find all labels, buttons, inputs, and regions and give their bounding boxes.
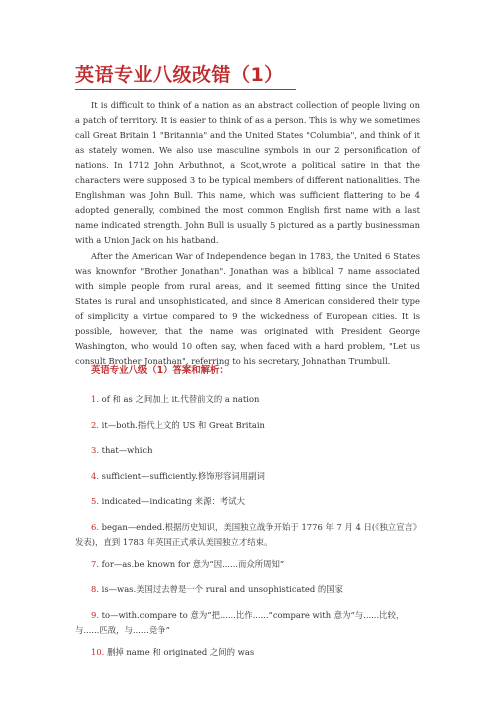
passage-paragraph-1: It is difficult to think of a nation as an abstract collection of people living on a patch of territory. It is easier to think of as a person. This is why we sometimes call Great Britain 1 "Britannia" and the United States "Columbia", and think of it as stately women. We also use masculine symbols in our 2 personification of nations. In 1712 John Arbuthnot, a Scot,wrote a political satire in that the characters were supposed 3 to be typical members of different nationalities. The Englishman was John Bull. This name, which was sufficient flattering to be 4 adopted generally, combined the most common English first name with a last name indicated strength. John Bull is usually 5 pictured as a partly businessman with a Union Jack on his hatband. <box>75 100 420 245</box>
answer-item <box>75 520 420 551</box>
answer-item <box>75 645 420 660</box>
document-title: 英语专业八级改错（1） <box>75 60 296 90</box>
answer-text: to—with.compare to 意为“把......比作......”compare with 意为“与......比较，与......匹敌，与......竞争” <box>75 609 405 635</box>
answer-number: 7. <box>91 558 99 569</box>
answer-text: it—both.指代上文的 US 和 Great Britain <box>101 419 265 430</box>
answer-item <box>75 418 420 433</box>
answer-number: 1. <box>91 394 99 404</box>
answer-text: of 和 as 之间加上 it.代替前文的 a nation <box>101 394 260 404</box>
answer-list <box>75 392 420 670</box>
answer-text: sufficient—sufficiently.修饰形容词用副词 <box>101 470 265 481</box>
answer-text: for—as.be known for 意为“因......而众所周知” <box>101 558 285 569</box>
passage <box>75 98 420 369</box>
answer-text: that—which <box>101 445 153 455</box>
answer-item <box>75 392 420 407</box>
answers-heading: 英语专业八级（1）答案和解析： <box>91 365 229 376</box>
answer-text: 删掉 name 和 originated 之间的 was <box>107 646 255 657</box>
answer-number: 10. <box>91 646 105 657</box>
answer-item <box>75 469 420 484</box>
answer-item <box>75 608 420 639</box>
answer-number: 9. <box>91 609 99 620</box>
answer-number: 2. <box>91 419 99 430</box>
passage-paragraph-2: After the American War of Independence began in 1783, the United 6 States was knownfor "Brother Jonathan". Jonathan was a biblical 7 name associated with simple people from rural areas, and it seemed fitting since the United States is rural and unsophisticated, and since 8 American considered their type of simplicity a virtue compared to 9 the wickedness of European cities. It is possible, however, that the name was originated with President George Washington, who would 10 often say, when faced with a hard problem, "Let us consult Brother Jonathan", referring to his secretary, Johnathan Trumbull. <box>75 251 420 366</box>
answer-number: 3. <box>91 445 99 455</box>
answer-item <box>75 443 420 458</box>
answer-item <box>75 582 420 597</box>
answer-item <box>75 494 420 509</box>
answer-text: began—ended.根据历史知识，美国独立战争开始于 1776 年 7 月 4 日(《独立宣言》发表)，直到 1783 年英国正式承认美国独立才结束。 <box>75 521 417 547</box>
answer-text: indicated—indicating 来源：考试大 <box>101 496 246 506</box>
answer-number: 6. <box>91 521 99 532</box>
answer-text: is—was.美国过去曾是一个 rural and unsophisticated 的国家 <box>101 584 344 594</box>
answer-number: 8. <box>91 584 99 594</box>
answer-number: 5. <box>91 496 99 506</box>
answer-item <box>75 557 420 572</box>
answer-number: 4. <box>91 470 99 481</box>
